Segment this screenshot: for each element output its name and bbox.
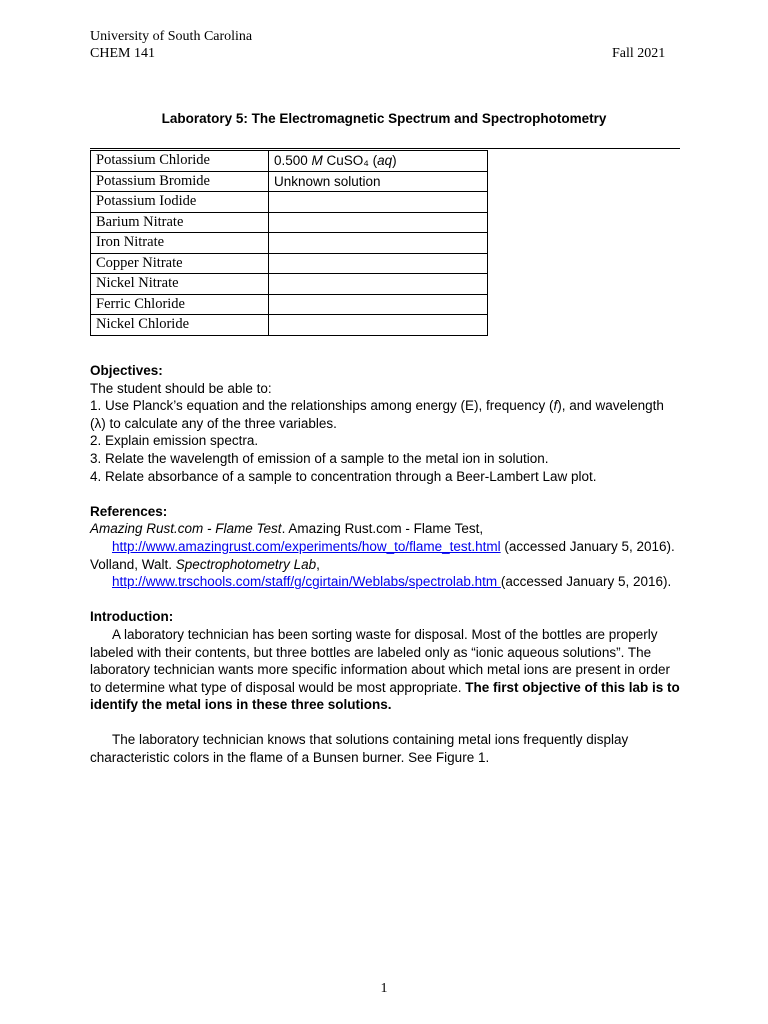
- table-cell: [269, 233, 488, 254]
- table-row: [91, 212, 488, 233]
- table-cell: Nickel Chloride: [91, 315, 269, 336]
- reference-accessed: (accessed January 5, 2016).: [500, 538, 675, 554]
- objective-item: [90, 397, 680, 432]
- objective-item: 4. Relate absorbance of a sample to concentration through a Beer-Lambert Law plot.: [90, 468, 597, 484]
- table-row: [91, 274, 488, 295]
- table-cell: Barium Nitrate: [91, 212, 269, 233]
- references-heading: References:: [90, 503, 168, 519]
- objective-text: ), and wavelength (λ) to calculate any of the three variables.: [90, 398, 664, 431]
- page-title: Laboratory 5: The Electromagnetic Spectrum and Spectrophotometry: [161, 111, 607, 126]
- table-row: [91, 253, 488, 274]
- reference-accessed: (accessed January 5, 2016).: [500, 574, 672, 590]
- table-cell: [269, 253, 488, 274]
- table-row: [91, 294, 488, 315]
- introduction-paragraph-2: The laboratory technician knows that solutions containing metal ions frequently display characteristic colors in the flame of a Bunsen burner. See Figure 1.: [90, 732, 629, 766]
- reference-2: [90, 556, 680, 574]
- table-row: [91, 171, 488, 192]
- university-name: University of South Carolina: [90, 29, 253, 44]
- reference-title: Spectrophotometry Lab: [175, 556, 317, 572]
- molarity-unit: M: [311, 153, 323, 169]
- spacer: [90, 485, 680, 503]
- objective-item: 3. Relate the wavelength of emission of a sample to the metal ion in solution.: [90, 450, 549, 466]
- table-cell: [269, 192, 488, 213]
- intro-text: A laboratory technician has been sorting waste for disposal. Most of the bottles are properly labeled with their contents, but three bottles are labeled only as “ionic aqueous solutions”. The laboratory technician wants more specific information about which metal ions are present in order to determine what type of disposal would be most appropriate.: [90, 626, 671, 695]
- reference-text: . Amazing Rust.com - Flame Test,: [281, 521, 484, 537]
- reference-title: Amazing Rust.com - Flame Test: [90, 521, 282, 537]
- paren-close: ): [392, 153, 397, 169]
- objective-text: 1. Use Planck’s equation and the relationships among energy (E), frequency (: [90, 398, 554, 414]
- reference-1: [90, 520, 680, 538]
- objectives-heading: Objectives:: [90, 363, 163, 378]
- reference-author: Volland, Walt.: [90, 556, 176, 572]
- table-cell: [269, 274, 488, 295]
- table-row: [91, 315, 488, 336]
- spacer: [90, 714, 680, 732]
- reference-2-link-line: [90, 573, 680, 591]
- table-cell: Copper Nitrate: [91, 253, 269, 274]
- table-cell: Iron Nitrate: [91, 233, 269, 254]
- intro-objective: The first objective of this lab is to identify the metal ions in these three solutions.: [90, 679, 680, 713]
- introduction-heading: Introduction:: [90, 609, 174, 625]
- table-row: [91, 192, 488, 213]
- introduction-paragraph-1: [90, 626, 680, 714]
- reference-1-link[interactable]: http://www.amazingrust.com/experiments/how_to/flame_test.html: [112, 538, 501, 554]
- aqueous-state: aq: [377, 153, 393, 169]
- frequency-symbol: f: [553, 398, 558, 414]
- reference-1-link-line: [90, 538, 680, 556]
- table-row: [91, 151, 488, 172]
- table-cell: [269, 315, 488, 336]
- table-row: [91, 233, 488, 254]
- solutions-table: [90, 150, 488, 336]
- cuso4-amount: 0.500: [274, 153, 312, 169]
- table-cell: Unknown solution: [269, 171, 488, 192]
- table-cell: Ferric Chloride: [91, 294, 269, 315]
- table-cell: Potassium Chloride: [91, 151, 269, 172]
- objective-item: 2. Explain emission spectra.: [90, 433, 259, 449]
- course-code: CHEM 141: [90, 46, 155, 61]
- reference-2-link[interactable]: http://www.trschools.com/staff/g/cgirtain/Weblabs/spectrolab.htm: [112, 574, 501, 590]
- page-number: 1: [380, 981, 388, 996]
- reference-text: ,: [316, 556, 320, 572]
- objectives-intro: The student should be able to:: [90, 380, 272, 396]
- term: Fall 2021: [612, 46, 666, 61]
- spacer: [90, 591, 680, 609]
- table-cell: Nickel Nitrate: [91, 274, 269, 295]
- table-cell-cuso4: [269, 151, 488, 172]
- table-cell: [269, 294, 488, 315]
- table-cell: Potassium Bromide: [91, 171, 269, 192]
- table-cell: Potassium Iodide: [91, 192, 269, 213]
- document-body: [90, 362, 680, 767]
- cuso4-formula: CuSO₄ (: [322, 153, 378, 169]
- title-rule: [90, 148, 680, 149]
- table-cell: [269, 212, 488, 233]
